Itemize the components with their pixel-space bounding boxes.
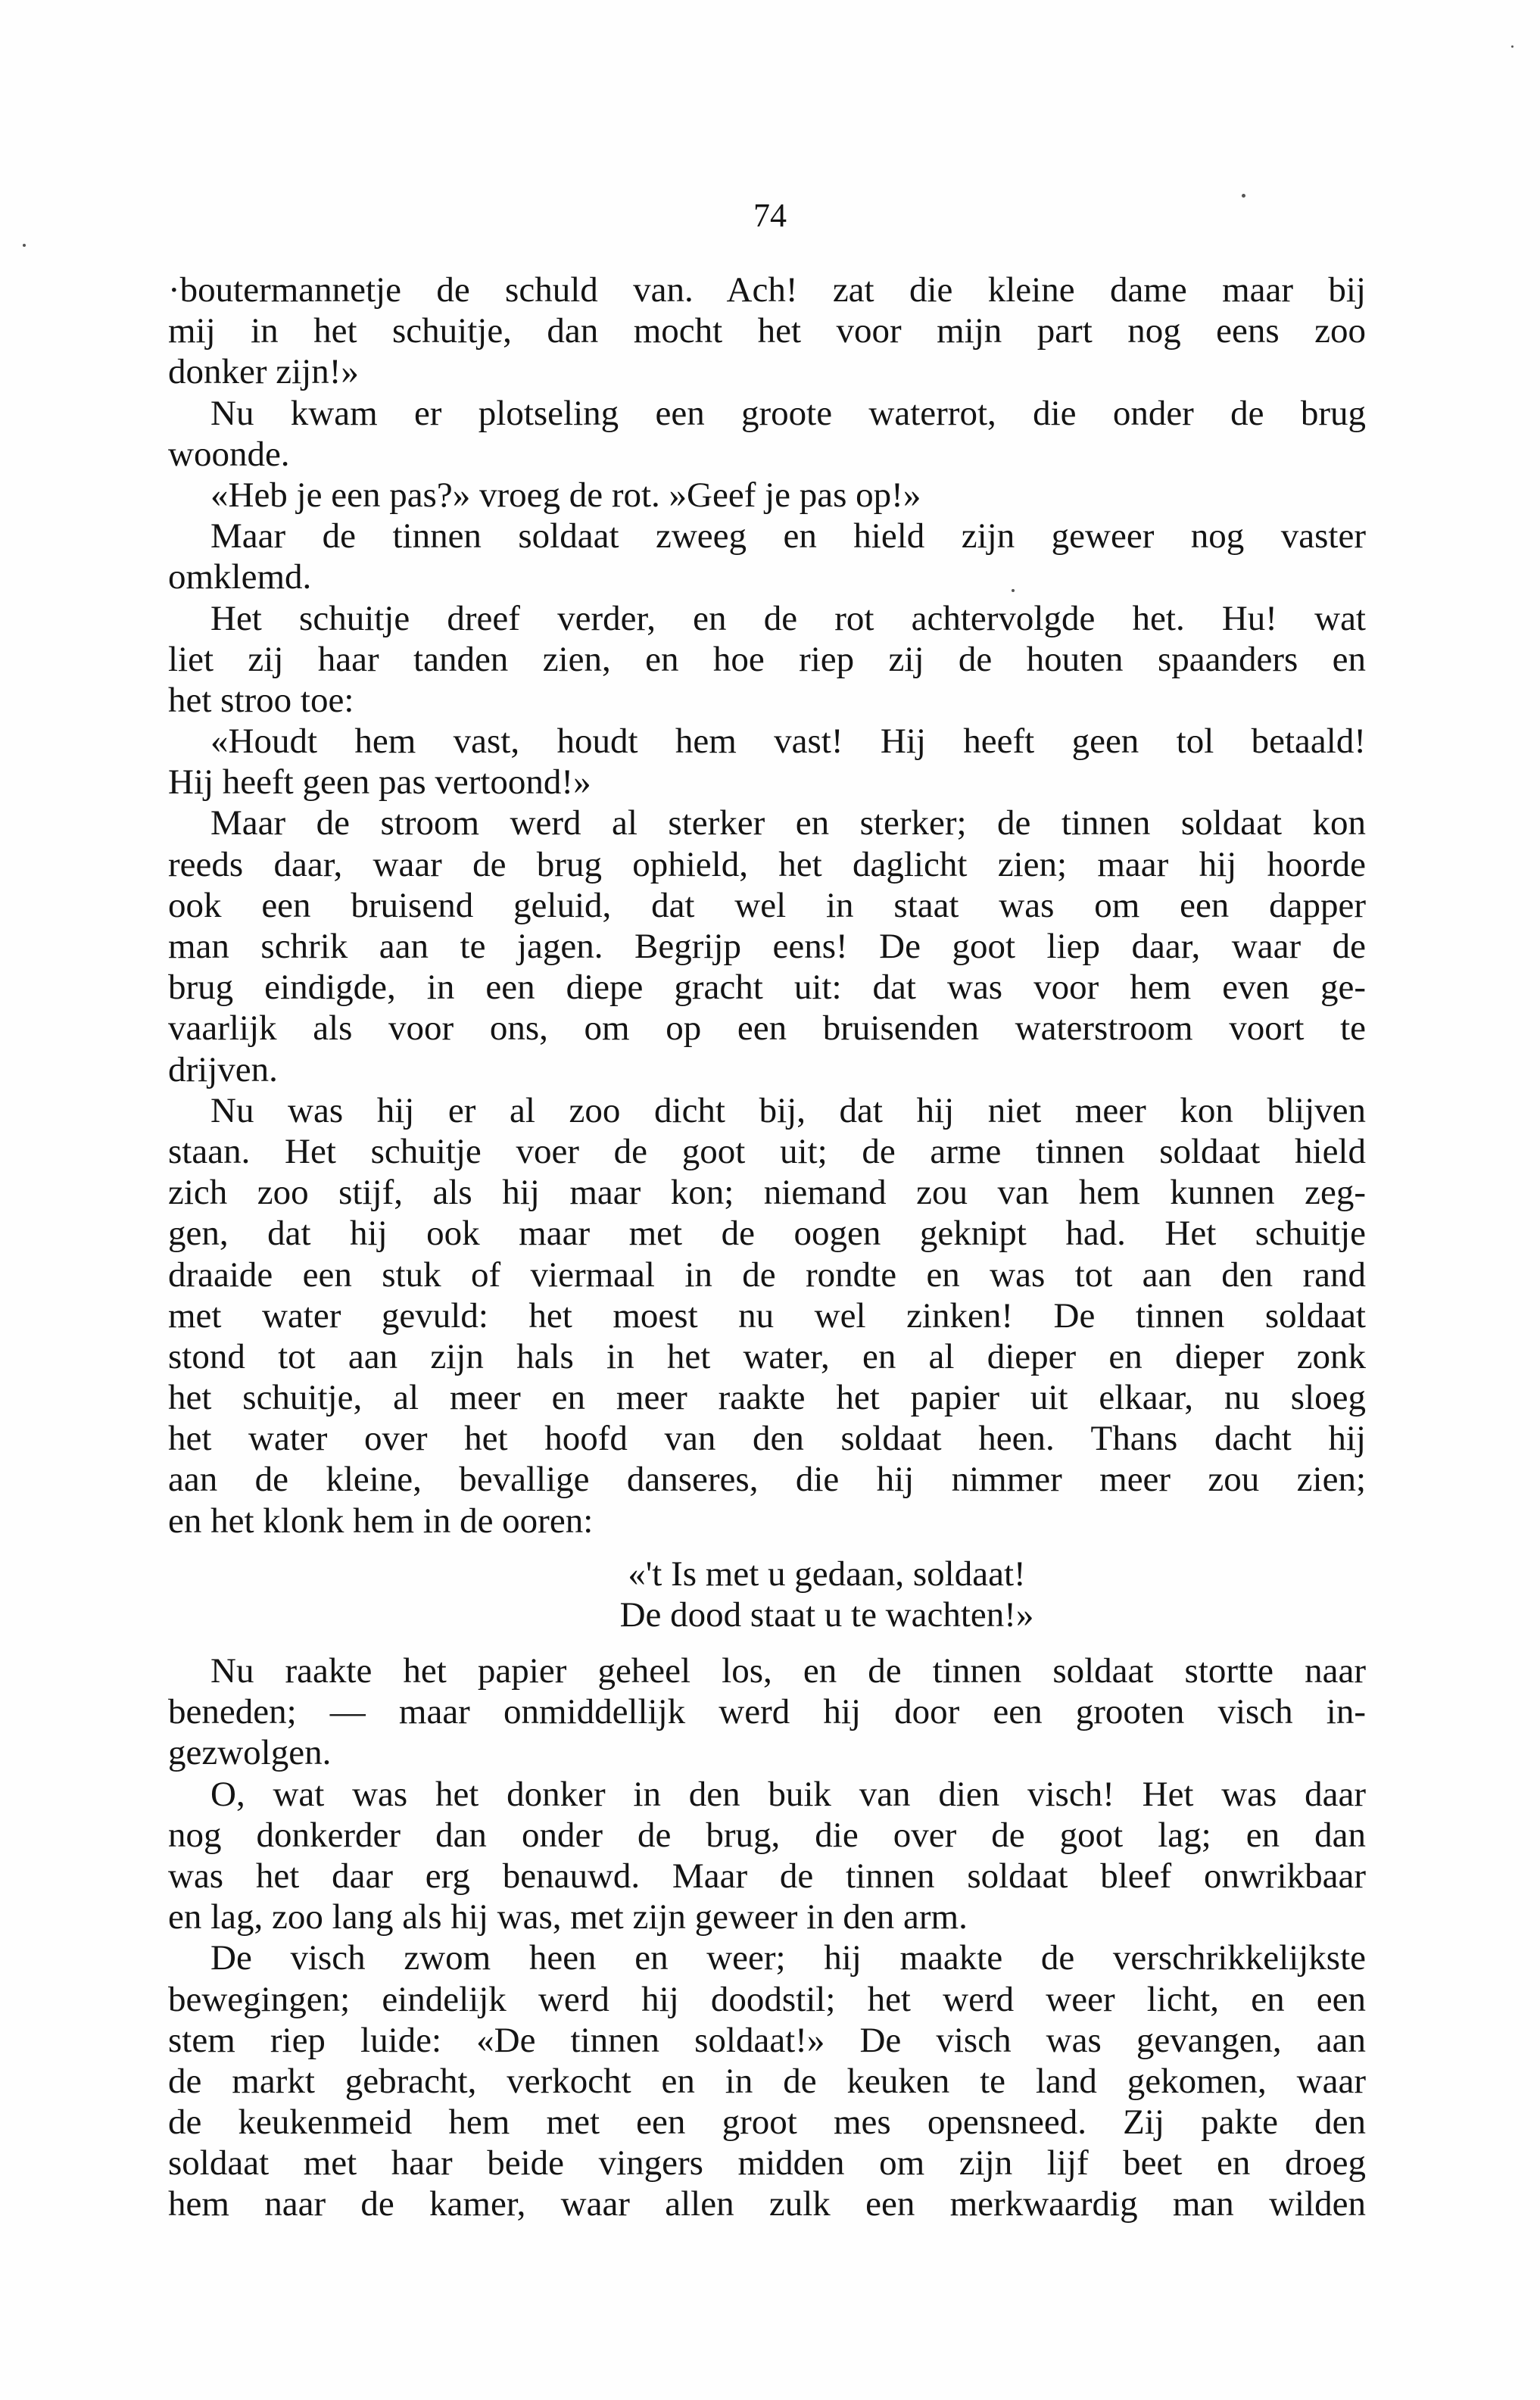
scan-speck bbox=[1242, 194, 1245, 198]
text-line: ook een bruisend geluid, dat wel in staat was om een dapper bbox=[168, 885, 1366, 925]
text-line: De visch zwom heen en weer; hij maakte de verschrikkelijkste bbox=[210, 1938, 1366, 1978]
text-line: het schuitje, al meer en meer raakte het papier uit elkaar, nu sloeg bbox=[168, 1378, 1366, 1418]
text-line: het water over het hoofd van den soldaat heen. Thans dacht hij bbox=[168, 1419, 1366, 1459]
verse-quote bbox=[0, 1554, 1540, 1635]
text-line: staan. Het schuitje voer de goot uit; de arme tinnen soldaat hield bbox=[168, 1131, 1366, 1171]
text-line: hem naar de kamer, waar allen zulk een merkwaardig man wilden bbox=[168, 2184, 1366, 2224]
text-line: gezwolgen. bbox=[168, 1733, 332, 1773]
text-line: Nu was hij er al zoo dicht bij, dat hij niet meer kon blijven bbox=[210, 1090, 1366, 1130]
text-line: donker zijn!» bbox=[168, 352, 359, 392]
text-line: de keukenmeid hem met een groot mes opensneed. Zij pakte den bbox=[168, 2102, 1366, 2143]
text-line: Nu raakte het papier geheel los, en de tinnen soldaat stortte naar bbox=[210, 1651, 1366, 1691]
text-line: «Houdt hem vast, houdt hem vast! Hij heeft geen tol betaald! bbox=[210, 722, 1366, 762]
text-line: Maar de stroom werd al sterker en sterker; de tinnen soldaat kon bbox=[210, 803, 1366, 843]
body-text bbox=[168, 270, 1366, 1541]
text-line: beneden; — maar onmiddellijk werd hij door een grooten visch in- bbox=[168, 1692, 1366, 1732]
text-line: was het daar erg benauwd. Maar de tinnen soldaat bleef onwrikbaar bbox=[168, 1856, 1366, 1896]
scan-speck bbox=[23, 244, 26, 247]
text-line: gen, dat hij ook maar met de oogen geknipt had. Het schuitje bbox=[168, 1214, 1366, 1254]
text-line: brug eindigde, in een diepe gracht uit: dat was voor hem even ge- bbox=[168, 968, 1366, 1008]
page-number: 74 bbox=[753, 197, 787, 234]
text-line: nog donkerder dan onder de brug, die over de goot lag; en dan bbox=[168, 1815, 1366, 1855]
text-line: bewegingen; eindelijk werd hij doodstil; het werd weer licht, en een bbox=[168, 1979, 1366, 2019]
body-text-continued bbox=[168, 1650, 1366, 2225]
text-line: omklemd. bbox=[168, 557, 312, 597]
verse-line: «'t Is met u gedaan, soldaat! bbox=[628, 1554, 1026, 1594]
text-line: reeds daar, waar de brug ophield, het daglicht zien; maar hij hoorde bbox=[168, 844, 1366, 884]
text-line: met water gevuld: het moest nu wel zinken! De tinnen soldaat bbox=[168, 1295, 1366, 1336]
text-line: het stroo toe: bbox=[168, 680, 354, 720]
text-line: Het schuitje dreef verder, en de rot achtervolgde het. Hu! wat bbox=[210, 598, 1366, 638]
text-line: en het klonk hem in de ooren: bbox=[168, 1501, 594, 1541]
text-line: Hij heeft geen pas vertoond!» bbox=[168, 762, 591, 803]
text-line: man schrik aan te jagen. Begrijp eens! De goot liep daar, waar de bbox=[168, 927, 1366, 966]
text-line: vaarlijk als voor ons, om op een bruisenden waterstroom voort te bbox=[168, 1008, 1366, 1049]
text-line: Maar de tinnen soldaat zweeg en hield zijn geweer nog vaster bbox=[210, 516, 1366, 556]
text-line: soldaat met haar beide vingers midden om zijn lijf beet en droeg bbox=[168, 2143, 1366, 2183]
text-line: mij in het schuitje, dan mocht het voor mijn part nog eens zoo bbox=[168, 311, 1366, 351]
scan-speck bbox=[1012, 589, 1015, 592]
text-line: draaide een stuk of viermaal in de rondte en was tot aan den rand bbox=[168, 1255, 1366, 1295]
text-line: de markt gebracht, verkocht en in de keuken te land gekomen, waar bbox=[168, 2061, 1366, 2101]
verse-line: De dood staat u te wachten!» bbox=[619, 1595, 1034, 1635]
text-line: Nu kwam er plotseling een groote waterrot, die onder de brug bbox=[210, 393, 1366, 433]
text-line: «Heb je een pas?» vroeg de rot. »Geef je pas op!» bbox=[210, 475, 921, 515]
text-line: stem riep luide: «De tinnen soldaat!» De visch was gevangen, aan bbox=[168, 2020, 1366, 2060]
text-line: liet zij haar tanden zien, en hoe riep zij de houten spaanders en bbox=[168, 639, 1366, 679]
text-line: en lag, zoo lang als hij was, met zijn geweer in den arm. bbox=[168, 1897, 968, 1937]
scan-speck bbox=[1511, 45, 1514, 48]
text-line: O, wat was het donker in den buik van dien visch! Het was daar bbox=[210, 1774, 1366, 1814]
text-line: woonde. bbox=[168, 434, 290, 474]
text-line: zich zoo stijf, als hij maar kon; niemand zou van hem kunnen zeg- bbox=[168, 1173, 1366, 1213]
text-line: aan de kleine, bevallige danseres, die hij nimmer meer zou zien; bbox=[168, 1460, 1366, 1500]
text-line: ·boutermannetje de schuld van. Ach! zat die kleine dame maar bij bbox=[168, 270, 1366, 310]
text-line: stond tot aan zijn hals in het water, en al dieper en dieper zonk bbox=[168, 1336, 1366, 1376]
text-line: drijven. bbox=[168, 1049, 278, 1089]
